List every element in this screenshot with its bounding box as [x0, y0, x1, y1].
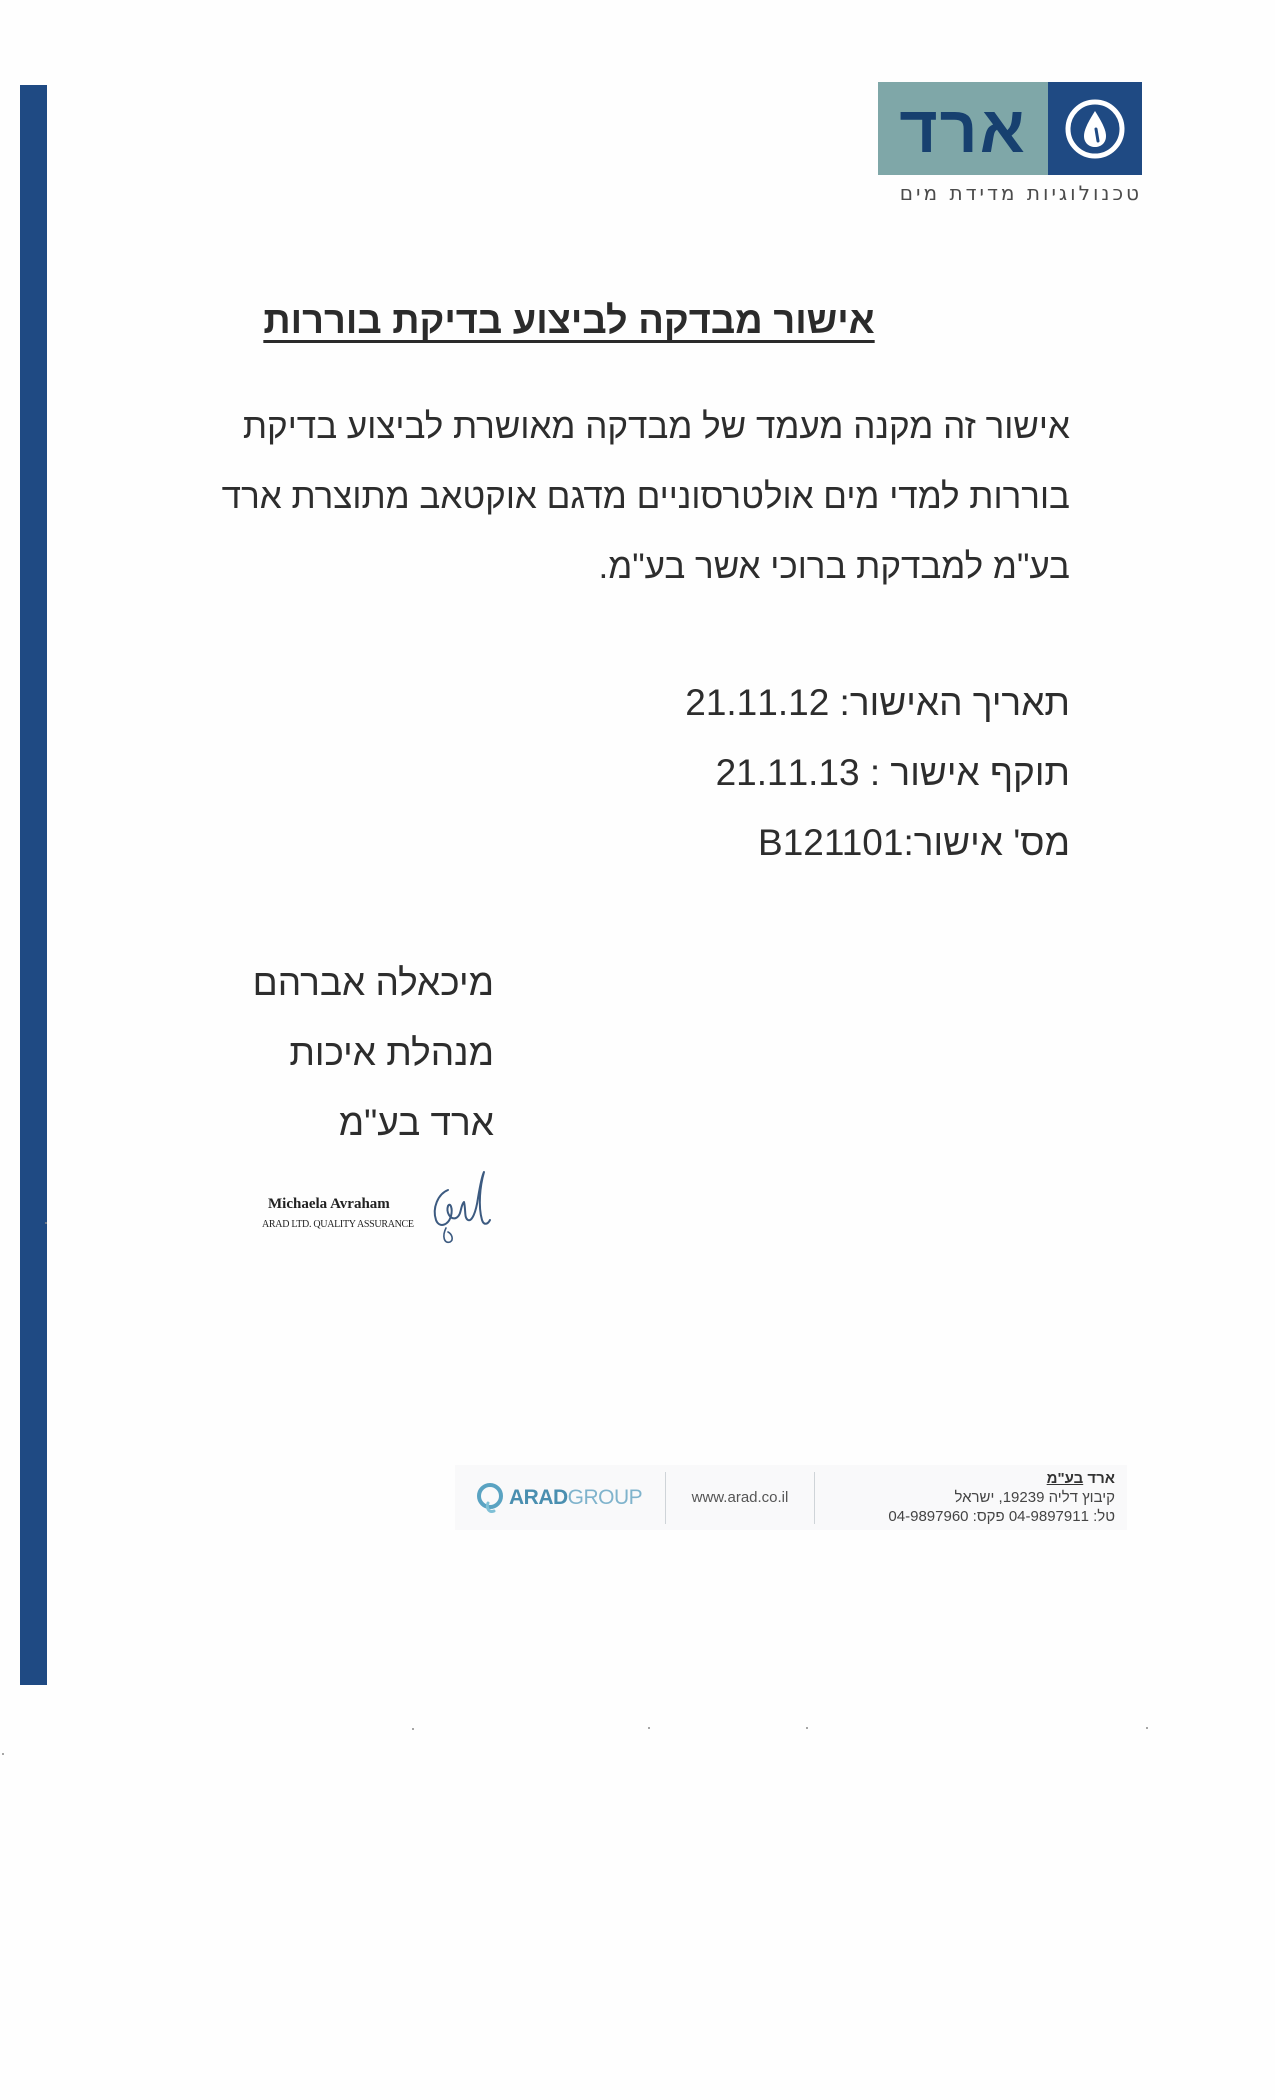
company-logo [878, 82, 1142, 205]
footer-brand-light: GROUP [567, 1485, 643, 1509]
arad-group-logo-icon [475, 1481, 505, 1515]
letterhead-footer [455, 1465, 1127, 1530]
footer-phone: טל: 04-9897911 פקס: 04-9897960 [888, 1508, 1115, 1525]
body-line: בע"מ למבדקת ברוכי אשר בע"מ. [598, 547, 1070, 586]
signer-role: מנהלת איכות [289, 1032, 494, 1073]
approval-validity: תוקף אישור : 21.11.13 [715, 752, 1070, 793]
footer-brand [455, 1481, 665, 1515]
footer-website: www.arad.co.il [691, 1489, 789, 1506]
scan-speck [45, 1222, 47, 1224]
footer-company [815, 1469, 1115, 1488]
signer-name: מיכאלה אברהם [252, 962, 494, 1003]
stamp-role: ARAD LTD. QUALITY ASSURANCE [262, 1219, 414, 1230]
water-drop-icon [1048, 82, 1142, 175]
document-title: אישור מבדקה לביצוע בדיקת בוררות [263, 300, 875, 342]
signer-block [240, 948, 494, 1158]
footer-address: קיבוץ דליה 19239, ישראל [954, 1489, 1115, 1506]
scan-speck [2, 1753, 4, 1755]
document-body [170, 392, 1070, 602]
stamp-name: Michaela Avraham [268, 1196, 390, 1212]
left-margin-bar [20, 85, 47, 1685]
scan-speck [648, 1727, 650, 1729]
signature-stamp [262, 1168, 502, 1253]
logo-block [878, 82, 1142, 175]
footer-contact [815, 1469, 1127, 1526]
scan-speck [1146, 1727, 1148, 1729]
approval-number: מס' אישור:B121101 [758, 822, 1070, 863]
body-line: בוררות למדי מים אולטרסוניים מדגם אוקטאב מתוצרת ארד [221, 477, 1070, 516]
body-line: אישור זה מקנה מעמד של מבדקה מאושרת לביצוע בדיקת [242, 407, 1070, 446]
approval-details [685, 668, 1070, 878]
footer-company-prefix: ארד [1083, 1470, 1115, 1487]
footer-brand-name [509, 1486, 642, 1510]
approval-date: תאריך האישור: 21.11.12 [685, 682, 1070, 723]
footer-company-suffix: בע"מ [1046, 1470, 1084, 1487]
footer-brand-bold: ARAD [509, 1485, 568, 1509]
logo-tagline: טכנולוגיות מדידת מים [899, 181, 1142, 205]
scan-speck [806, 1727, 808, 1729]
signer-company: ארד בע"מ [338, 1102, 494, 1143]
handwritten-signature [420, 1168, 500, 1253]
scan-speck [412, 1728, 414, 1730]
logo-wordmark: ארד [878, 82, 1048, 175]
